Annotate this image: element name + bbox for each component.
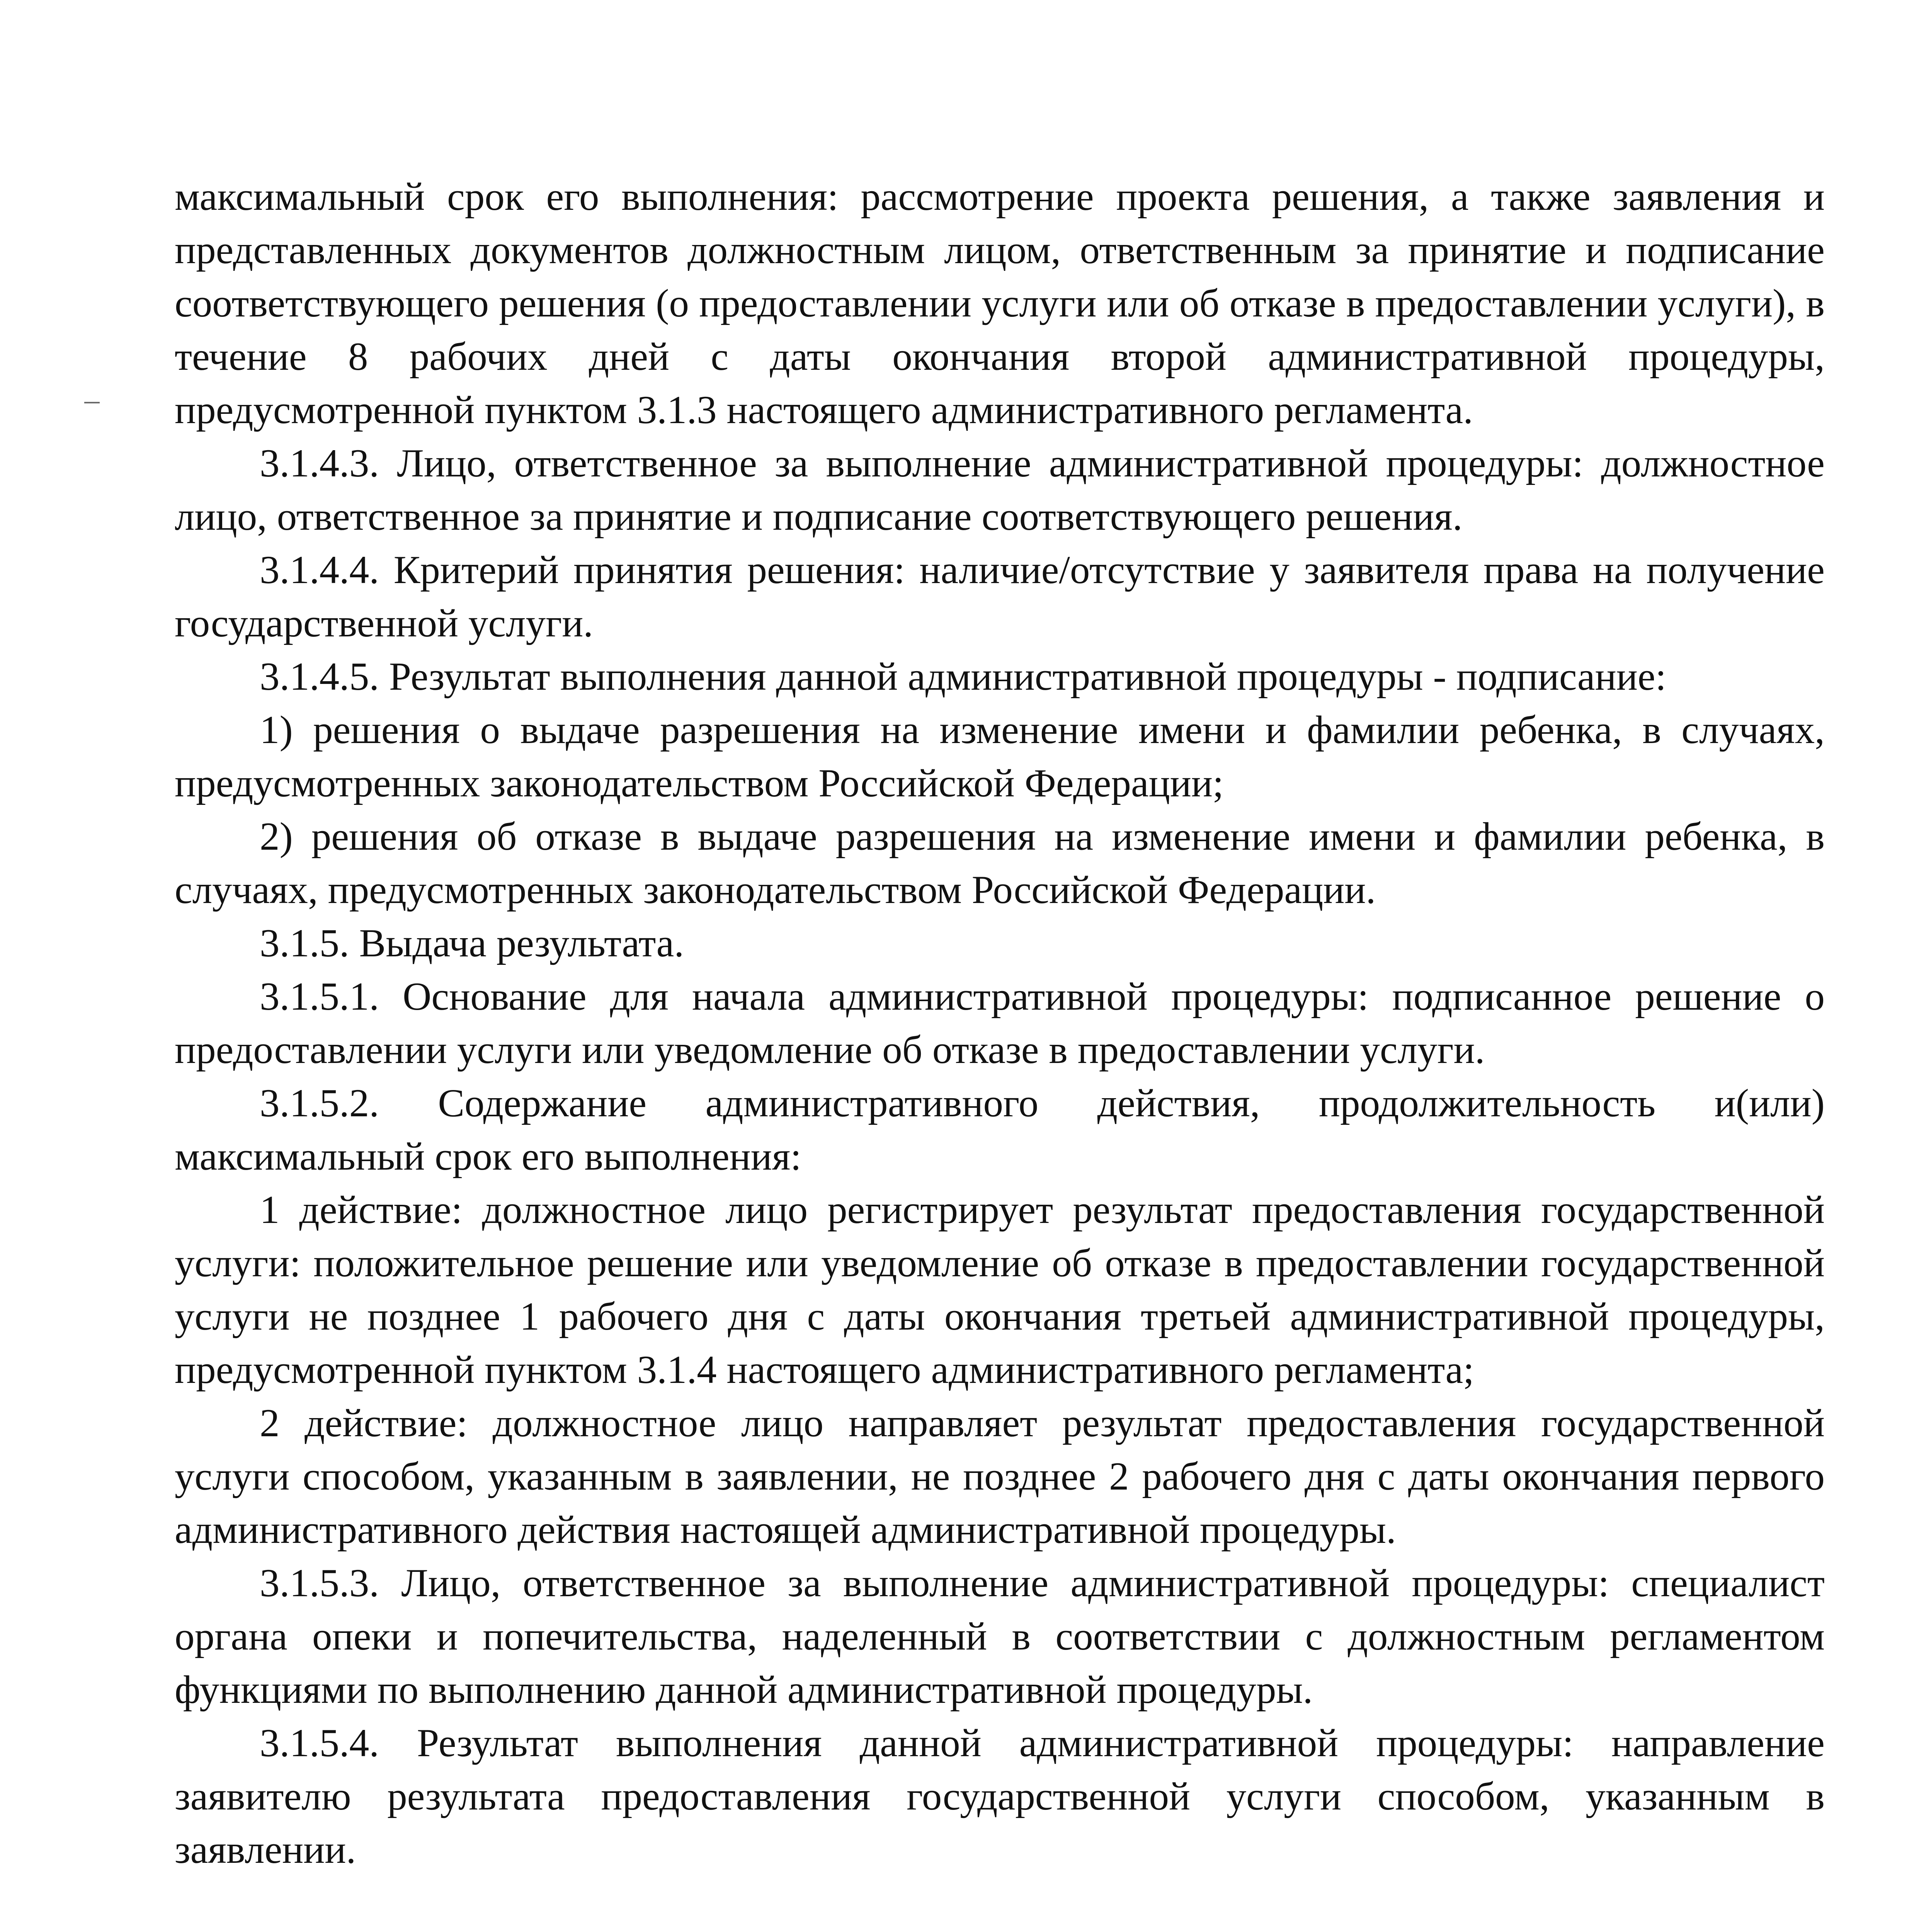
- paragraph-3-1-5-4: 3.1.5.4. Результат выполнения данной административной процедуры: направление заявителю результата предоставления государственной услуги способом, указанным в заявлении.: [175, 1721, 1825, 1872]
- list-item-2-refusal: 2) решения об отказе в выдаче разрешения на изменение имени и фамилии ребенка, в случаях, предусмотренных законодательством Российской Федерации.: [175, 815, 1825, 912]
- list-item-1-permission: 1) решения о выдаче разрешения на изменение имени и фамилии ребенка, в случаях, предусмотренных законодательством Российской Федерации;: [175, 708, 1825, 805]
- action-2-send-result: 2 действие: должностное лицо направляет результат предоставления государственной услуги способом, указанным в заявлении, не позднее 2 рабочего дня с даты окончания первого административного действия настоящей административной процедуры.: [175, 1401, 1825, 1552]
- paragraph-continuation-deadline: максимальный срок его выполнения: рассмотрение проекта решения, а также заявления и представленных документов должностным лицом, ответственным за принятие и подписание соответствующего решения (о предоставлении услуги или об отказе в предоставлении услуги), в течение 8 рабочих дней с даты окончания второй административной процедуры, предусмотренной пунктом 3.1.3 настоящего административного регламента.: [175, 175, 1825, 432]
- paragraph-3-1-4-4: 3.1.4.4. Критерий принятия решения: наличие/отсутствие у заявителя права на получение государственной услуги.: [175, 548, 1825, 645]
- paragraph-3-1-5-1: 3.1.5.1. Основание для начала административной процедуры: подписанное решение о предоставлении услуги или уведомление об отказе в предоставлении услуги.: [175, 975, 1825, 1072]
- paragraph-3-1-5: 3.1.5. Выдача результата.: [260, 921, 684, 965]
- paragraph-3-1-4-3: 3.1.4.3. Лицо, ответственное за выполнение административной процедуры: должностное лицо, ответственное за принятие и подписание соответствующего решения.: [175, 441, 1825, 539]
- document-page: [175, 170, 1825, 1932]
- scan-artifact-mark: [84, 402, 100, 403]
- paragraph-3-1-4-5: 3.1.4.5. Результат выполнения данной административной процедуры - подписание:: [260, 655, 1667, 699]
- paragraph-3-1-5-2: 3.1.5.2. Содержание административного действия, продолжительность и(или) максимальный срок его выполнения:: [175, 1081, 1825, 1179]
- paragraph-3-1-5-3: 3.1.5.3. Лицо, ответственное за выполнение административной процедуры: специалист органа опеки и попечительства, наделенный в соответствии с должностным регламентом функциями по выполнению данной административной процедуры.: [175, 1561, 1825, 1712]
- action-1-register-result: 1 действие: должностное лицо регистрирует результат предоставления государственной услуги: положительное решение или уведомление об отказе в предоставлении государственной услуги не позднее 1 рабочего дня с даты окончания третьей административной процедуры, предусмотренной пунктом 3.1.4 настоящего административного регламента;: [175, 1188, 1825, 1392]
